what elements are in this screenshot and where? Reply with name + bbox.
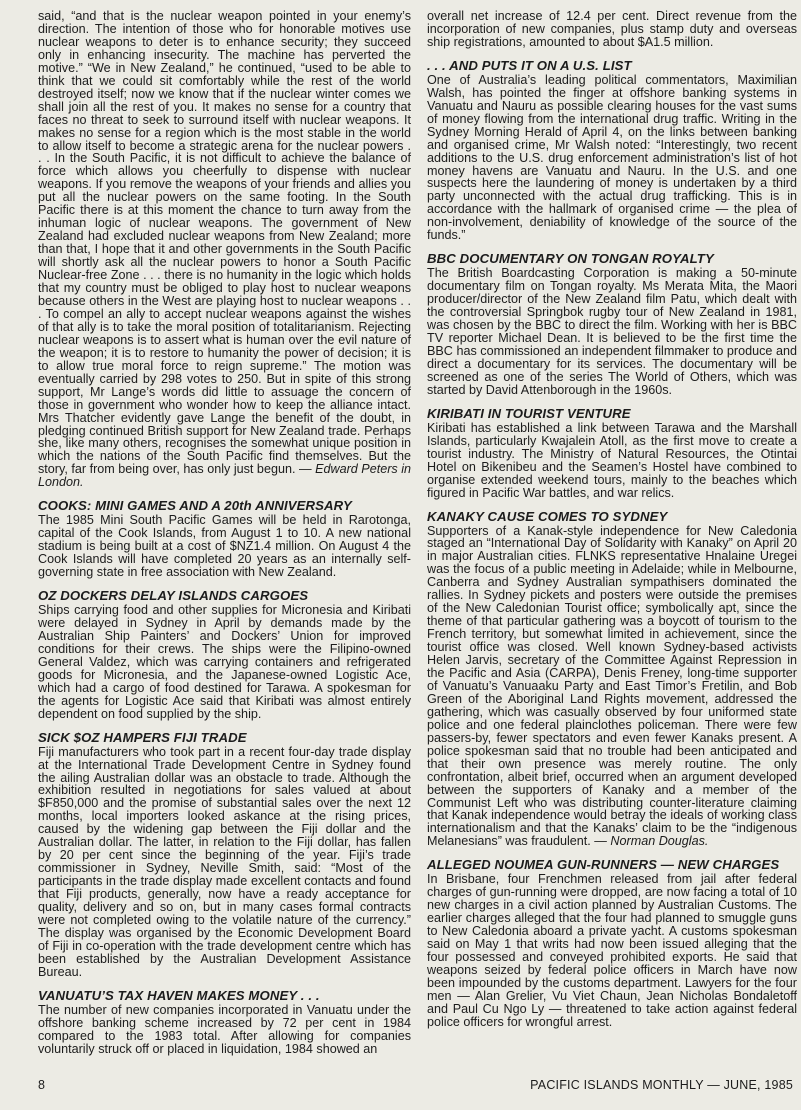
publication-footer: PACIFIC ISLANDS MONTHLY — JUNE, 1985 <box>530 1078 793 1092</box>
article-body-kiribati: Kiribati has established a link between Tarawa and the Marshall Islands, particularly Kwajalein Atoll, as the first move to create a tourist industry. The Ministry of Natural Resources, the Otintai Hotel on Bikenibeu and the Seamen’s Hostel have combined to organise extended weekend tours, mainly to the beaches which figured in Pacific War battles, and war relics. <box>427 420 797 500</box>
author-signature: Norman Douglas. <box>610 834 709 849</box>
author-signature: Edward Peters in London. <box>38 462 411 490</box>
article-text: Supporters of a Kanak-style independence for New Caledonia staged an “International Day of Solidarity with Kanaky” on April 20 in major Australian cities. FLNKS representative Hnalaine Uregei was the focus of a public meeting in Adelaide; while in Melbourne, Canberra and Sydney Australian sympathisers dominated the rallies. In Sydney pickets and posters were outside the premises of the New Caledonian Tourist office; symbolically apt, since the theme of that particular gathering was a boycott of tourism to the French territory, but somewhat limited in achievement, since the tourist office was closed. Well known Sydney-based activists Helen Jarvis, secretary of the Committee Against Repression in the Pacific and Asia (CARPA), Denis Freney, long-time supporter of Vanuatu’s Vanuaaku Party and East Timor’s Fretilin, and Bob Green of the Aboriginal Land Rights movement, addressed the gathering, which was casually observed by four uniformed state police and one federal plainclothes policeman. There were few passers-by, fewer spectators and even fewer Kanaks present. A police spokesman said that no trouble had been anticipated and that their own presence was merely routine. The only confrontation, albeit brief, occurred when an argument developed between the supporters of Kanaky and a member of the Communist Left who was distributing counter-literature claiming that Kanak independence would betray the ideals of working class internationalism and that the Kanaks’ claim to be the “indigenous Melanesians” was fraudulent. — <box>427 523 797 849</box>
article-text: said, “and that is the nuclear weapon pointed in your enemy’s direction. The intention of those who for honorable motives use nuclear weapons to deter is to enhance security; they succeed only in enhancing insecurity. The machine has perverted the motive.” “We in New Zealand,” he continued, “used to be able to think that we could sit comfortably while the rest of the world destroyed itself; now we know that if the nuclear winter comes we shall join all the rest of you. It makes no sense for a country that faces no threat to seek to surround itself with nuclear weapons. It makes no sense for a region which is the most stable in the world to allow itself to become a strategic arena for the nuclear powers . . . In the South Pacific, it is not difficult to achieve the balance of force which allows you cheerfully to dispense with nuclear weapons. If you remove the weapons of your friends and allies you put all the nuclear powers on the same footing. In the South Pacific there is at this moment the chance to turn away from the inhuman logic of nuclear weapons. The government of New Zealand had excluded nuclear weapons from New Zealand; more than that, I hope that it and other governments in the South Pacific will shortly ask all the nuclear powers to honor a South Pacific Nuclear-free Zone . . . there is no humanity in the logic which holds that my country must be obliged to play host to nuclear weapons because others in the West are playing host to nuclear weapons . . . To compel an ally to accept nuclear weapons against the wishes of that ally is to take the moral position of totalitarianism. Rejecting nuclear weapons is to assert what is human over the evil nature of the weapon; it is to restore to humanity the power of decision; it is to allow true moral force to reign supreme.” The motion was eventually carried by 298 votes to 250. But in spite of this strong support, Mr Lange’s words did little to assuage the concern of those in government who wonder how to keep the alliance intact. Mrs Thatcher evidently gave Lange the benefit of the doubt, in pledging continued British support for New Zealand trade. Perhaps she, like many others, recognises the somewhat unique position in which the nations of the South Pacific find themselves. But the story, far from being over, has only just begun. — <box>38 9 411 477</box>
article-continuation-vanuatu: overall net increase of 12.4 per cent. Direct revenue from the incorporation of new companies, plus stamp duty and overseas ship registrations, amounted to about $A1.5 million. <box>427 9 797 49</box>
article-body-bbc: The British Boardcasting Corporation is making a 50-minute documentary film on Tongan royalty. Ms Merata Mita, the Maori producer/director of the New Zealand film Patu, which dealt with the controversial Springbok rugby tour of New Zealand in 1981, was chosen by the BBC to direct the film. Working with her is BBC TV reporter Michael Dean. It is believed to be the first time the BBC has commissioned an independent filmmaker to produce and direct a documentary for its services. The documentary will be screened as one of the series The World of Others, which was started by David Attenborough in the 1960s. <box>427 266 797 397</box>
article-body-us-list: One of Australia’s leading political commentators, Maximilian Walsh, has pointed the finger at offshore banking systems in Vanuatu and Nauru as possible clearing houses for the vast sums of money flowing from the international drug traffic. Writing in the Sydney Morning Herald of April 4, on the links between banking and organised crime, Mr Walsh noted: “Interestingly, two recent additions to the U.S. drug enforcement administration’s list of hot money havens are Vanuatu and Nauru. In the U.S. and one suspects here the laundering of money is undertaken by a third party unconnected with the actual drug trafficking. This is in accordance with the hallmark of organised crime — the plea of non-involvement, deniability of knowledge of the source of the funds.” <box>427 72 797 243</box>
article-continuation <box>38 10 411 489</box>
article-heading-vanuatu-tax: VANUATU’S TAX HAVEN MAKES MONEY . . . <box>38 987 320 1003</box>
article-body-cooks: The 1985 Mini South Pacific Games will be held in Rarotonga, capital of the Cook Islands, from August 1 to 10. A new national stadium is being built at a cost of $NZ1.4 million. On August 4 the Cook Islands will have completed 20 years as an internally self-governing state in free association with New Zealand. <box>38 513 411 580</box>
article-heading-cooks: COOKS: MINI GAMES AND A 20th ANNIVERSARY <box>38 498 352 514</box>
right-column <box>427 10 797 1029</box>
article-heading-dockers: OZ DOCKERS DELAY ISLANDS CARGOES <box>38 588 309 604</box>
article-heading-us-list: . . . AND PUTS IT ON A U.S. LIST <box>427 57 632 73</box>
article-body-vanuatu-tax: The number of new companies incorporated in Vanuatu under the offshore banking scheme increased by 72 per cent in 1984 compared to the 1983 total. After allowing for companies voluntarily struck off or placed in liquidation, 1984 showed an <box>38 1002 411 1056</box>
article-body-kanaky <box>427 525 797 849</box>
article-body-dockers: Ships carrying food and other supplies for Micronesia and Kiribati were delayed in Sydney in April by demands made by the Australian Ship Painters’ and Dockers’ Union for improved conditions for their crews. The ships were the Filipino-owned General Valdez, which was carrying containers and refrigerated goods for Micronesia, and the Japanese-owned Logistic Ace, which had a cargo of food destined for Tarawa. A spokesman for the agents for Logistic Ace said that Kiribati was almost entirely dependent on food supplied by the ship. <box>38 603 411 721</box>
article-body-fiji-trade: Fiji manufacturers who took part in a recent four-day trade display at the International Trade Development Centre in Sydney found the ailing Australian dollar was an obstacle to trade. Although the exhibition resulted in negotiations for sales valued at about $F850,000 and the promise of substantial sales over the next 12 months, local importers looked askance at the rising prices, caused by the widening gap between the Fiji dollar and the Australian dollar. The latter, in relation to the Fiji dollar, has fallen by 20 per cent since the beginning of the year. Fiji’s trade commissioner in Sydney, Neville Smith, said: “Most of the participants in the trade display made excellent contacts and found that Fiji products, generally, now have a ready acceptance for quality, delivery and so on, but in many cases formal contracts were not completed owing to the volatile nature of the currency.” The display was organised by the Economic Development Board of Fiji in co-operation with the trade development centre which has been established by the Australian Development Assistance Bureau. <box>38 744 411 979</box>
article-heading-noumea: ALLEGED NOUMEA GUN-RUNNERS — NEW CHARGES <box>427 857 780 873</box>
article-body-noumea: In Brisbane, four Frenchmen released from jail after federal charges of gun-running were dropped, are now facing a total of 10 new charges in a civil action planned by Australian Customs. The earlier charges alleged that the four had planned to smuggle guns to New Caledonia aboard a private yacht. A customs spokesman said on May 1 that writs had now been issued alleging that the four possessed and conveyed prohibited exports. He said that weapons seized by federal police officers in March have now been impounded by the customs department. Lawyers for the four men — Alan Grelier, Vu Viet Chaun, Jean Nicholas Bondaletoff and Paul Cu Ngo Ly — threatened to take action against federal police officers for wrongful arrest. <box>427 872 797 1029</box>
left-column <box>38 10 411 1056</box>
article-heading-kanaky: KANAKY CAUSE COMES TO SYDNEY <box>427 508 668 524</box>
article-heading-bbc: BBC DOCUMENTARY ON TONGAN ROYALTY <box>427 251 714 267</box>
article-heading-kiribati: KIRIBATI IN TOURIST VENTURE <box>427 405 631 421</box>
article-heading-fiji-trade: SICK $OZ HAMPERS FIJI TRADE <box>38 729 247 745</box>
page-number: 8 <box>38 1078 45 1092</box>
